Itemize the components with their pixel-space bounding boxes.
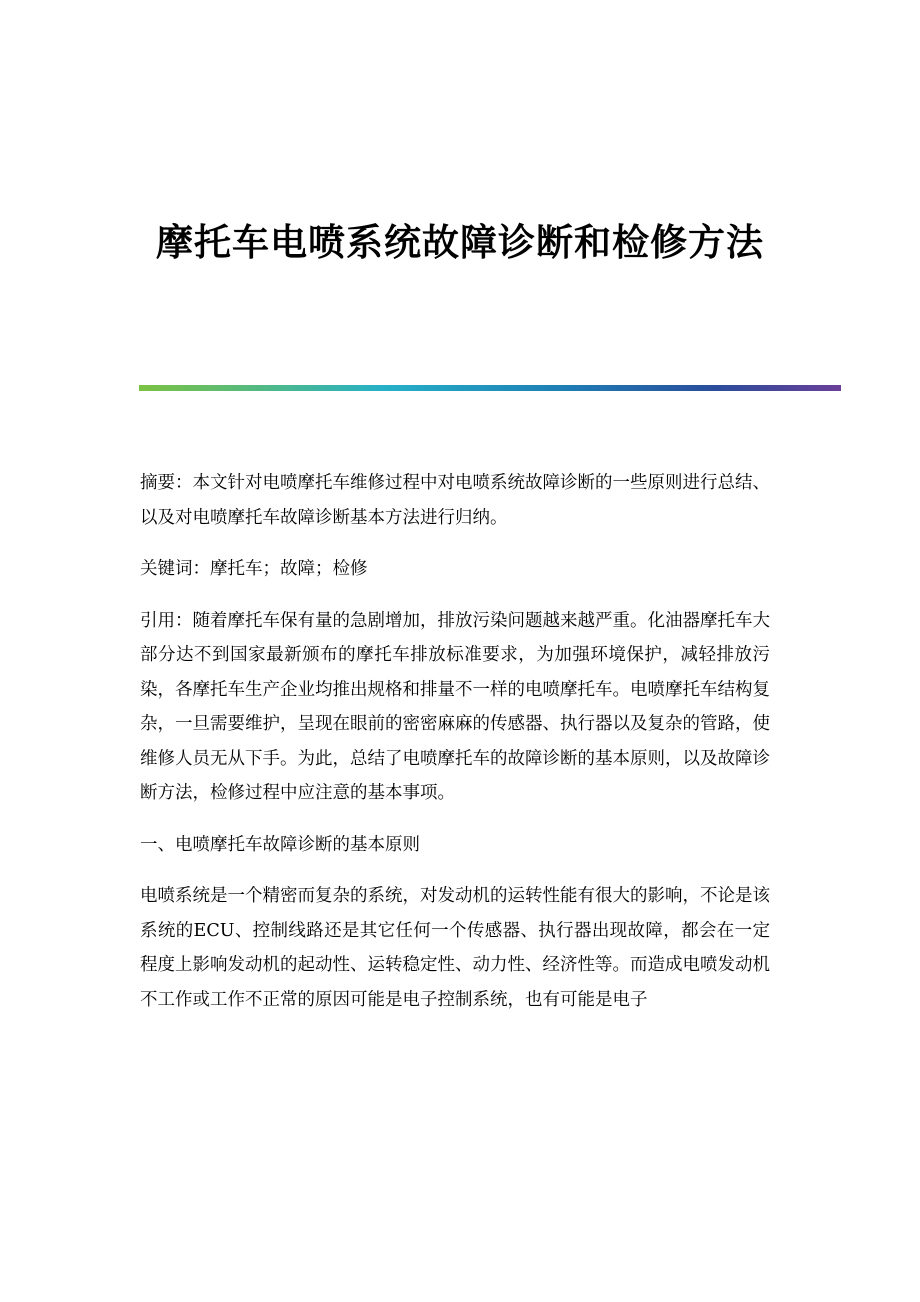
title-divider: [139, 385, 841, 391]
document-body: [140, 466, 770, 1034]
section-heading: 一、电喷摩托车故障诊断的基本原则: [140, 834, 420, 855]
section-paragraph: 电喷系统是一个精密而复杂的系统，对发动机的运转性能有很大的影响，不论是该系统的ECU、控制线路还是其它任何一个传感器、执行器出现故障，都会在一定程度上影响发动机的起动性、运转稳定性、动力性、经济性等。而造成电喷发动机不工作或工作不正常的原因可能是电子控制系统，也有可能是电子: [140, 886, 770, 1010]
document-title: 摩托车电喷系统故障诊断和检修方法: [156, 220, 764, 264]
keywords-paragraph: 关键词：摩托车；故障；检修: [140, 559, 368, 579]
introduction-paragraph: 引用：随着摩托车保有量的急剧增加，排放污染问题越来越严重。化油器摩托车大部分达不到国家最新颁布的摩托车排放标准要求，为加强环境保护，减轻排放污染，各摩托车生产企业均推出规格和排量不一样的电喷摩托车。电喷摩托车结构复杂，一旦需要维护，呈现在眼前的密密麻麻的传感器、执行器以及复杂的管路，使维修人员无从下手。为此，总结了电喷摩托车的故障诊断的基本原则，以及故障诊断方法，检修过程中应注意的基本事项。: [140, 610, 770, 803]
abstract-paragraph: 摘要：本文针对电喷摩托车维修过程中对电喷系统故障诊断的一些原则进行总结、以及对电喷摩托车故障诊断基本方法进行归纳。: [140, 473, 770, 528]
